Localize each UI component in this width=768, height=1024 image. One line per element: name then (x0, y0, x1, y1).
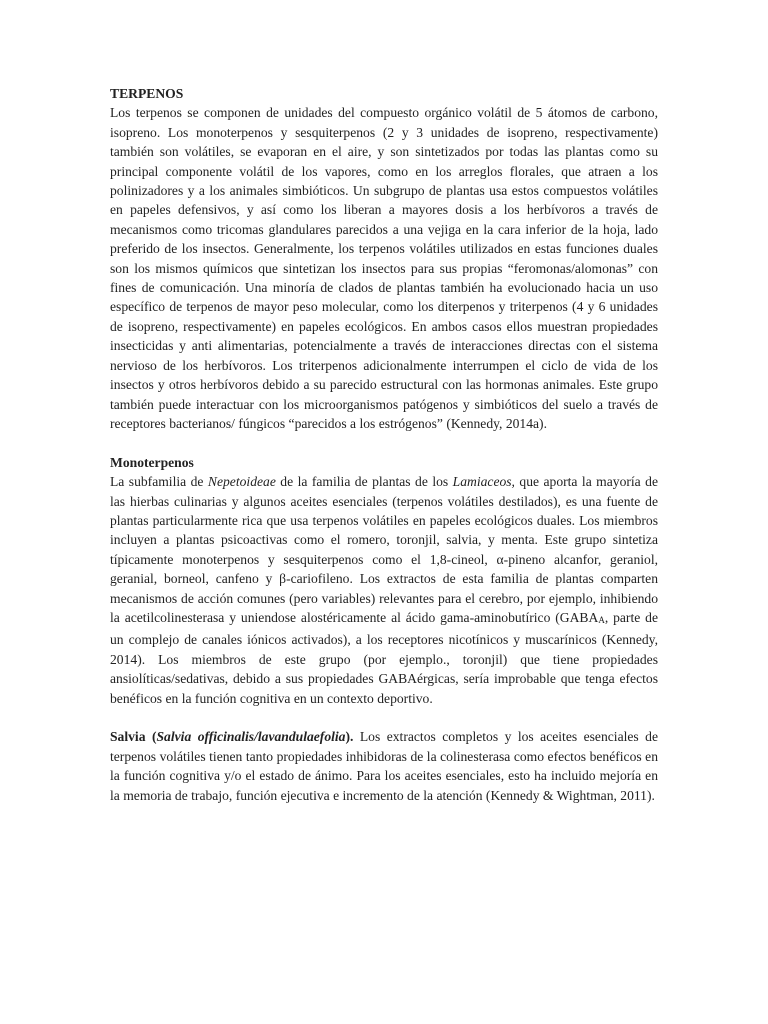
salvia-close: ). (345, 729, 354, 745)
salvia-body: Los extractos completos y los aceites esenciales de terpenos volátiles tienen tanto propiedades inhibidoras de la colinesterasa como efectos benéficos en la función cognitiva y/o el estado de ánimo. Para los aceites esenciales, esto ha incluido mejoría en la memoria de trabajo, función ejecutiva e incremento de la atención (Kennedy & Wightman, 2011). (110, 729, 658, 803)
salvia-species: Salvia officinalis/lavandulaefolia (156, 729, 346, 745)
paragraph-salvia (110, 727, 658, 805)
paragraph-spacer (110, 433, 658, 452)
nepetoideae-term: Nepetoideae (207, 474, 276, 490)
section-heading-monoterpenos: Monoterpenos (110, 454, 194, 470)
monoterpenos-intro: La subfamilia de (110, 474, 208, 490)
paragraph-spacer (110, 708, 658, 727)
paragraph-monoterpenos (110, 472, 658, 708)
lamiaceae-term: Lamiaceos, (452, 474, 515, 490)
section-heading-terpenos: TERPENOS (110, 86, 184, 101)
gaba-subscript: A (598, 614, 605, 625)
monoterpenos-body-a: que aporta la mayoría de las hierbas culinarias y algunos aceites esenciales (terpenos volátiles destilados), es una fuente de plantas particularmente rica que usa terpenos volátiles en papeles ecológicos duales. Los miembros incluyen a plantas psicoactivas como el romero, toronjil, salvia, y menta. Este grupo sintetiza típicamente monoterpenos y sesquiterpenos como el 1,8-cineol, α-pineno alcanfor, geraniol, geranial, borneol, canfeno y β-cariofileno. Los extractos de esta familia de plantas comparten mecanismos de acción comunes (pero variables) relevantes para el cerebro, por ejemplo, inhibiendo la acetilcolinesterasa y uniendose alostéricamente al ácido gama-aminobutírico (GABA (110, 474, 659, 625)
monoterpenos-mid: de la familia de plantas de los (275, 474, 453, 490)
document-page (110, 84, 658, 805)
paragraph-terpenos: Los terpenos se componen de unidades del compuesto orgánico volátil de 5 átomos de carbono, isopreno. Los monoterpenos y sesquiterpenos (2 y 3 unidades de isopreno, respectivamente) también son volátiles, se evaporan en el aire, y son sintetizados por todas las plantas como su principal componente volátil de los vapores, como en los arreglos florales, que atraen a los polinizadores y a los animales simbióticos. Un subgrupo de plantas usa estos compuestos volátiles en papeles defensivos, y así como los liberan a mayores dosis a los herbívoros a través de mecanismos como tricomas glandulares parecidos a una vejiga en la cara inferior de la hoja, lado preferido de los insectos. Generalmente, los terpenos volátiles utilizados en estas funciones duales son los mismos químicos que sintetizan los insectos para sus propias “feromonas/alomonas” con fines de comunicación. Una minoría de clados de plantas también ha evolucionado hacia un uso específico de terpenos de mayor peso molecular, como los diterpenos y triterpenos (4 y 6 unidades de isopreno, respectivamente) en papeles ecológicos. En ambos casos ellos muestran propiedades insecticidas y anti alimentarias, potencialmente a través de interacciones directas con el sistema nervioso de los herbívoros. Los triterpenos adicionalmente interrumpen el ciclo de vida de los insectos y otros herbívoros debido a su parecido estructural con las hormonas animales. Este grupo también puede interactuar con los microorganismos patógenos y simbióticos del suelo a través de receptores bacterianos/ fúngicos “parecidos a los estrógenos” (Kennedy, 2014a). (110, 105, 658, 431)
monoterpenos-body-b: , parte de un complejo de canales iónicos activados), a los receptores nicotínicos y muscarínicos (Kennedy, 2014). Los miembros de este grupo (por ejemplo., toronjil) que tiene propiedades ansiolíticas/sedativas, debido a sus propiedades GABAérgicas, sería improbable que tenga efectos benéficos en la función cognitiva en un contexto deportivo. (110, 609, 658, 706)
salvia-name: Salvia ( (110, 729, 157, 745)
